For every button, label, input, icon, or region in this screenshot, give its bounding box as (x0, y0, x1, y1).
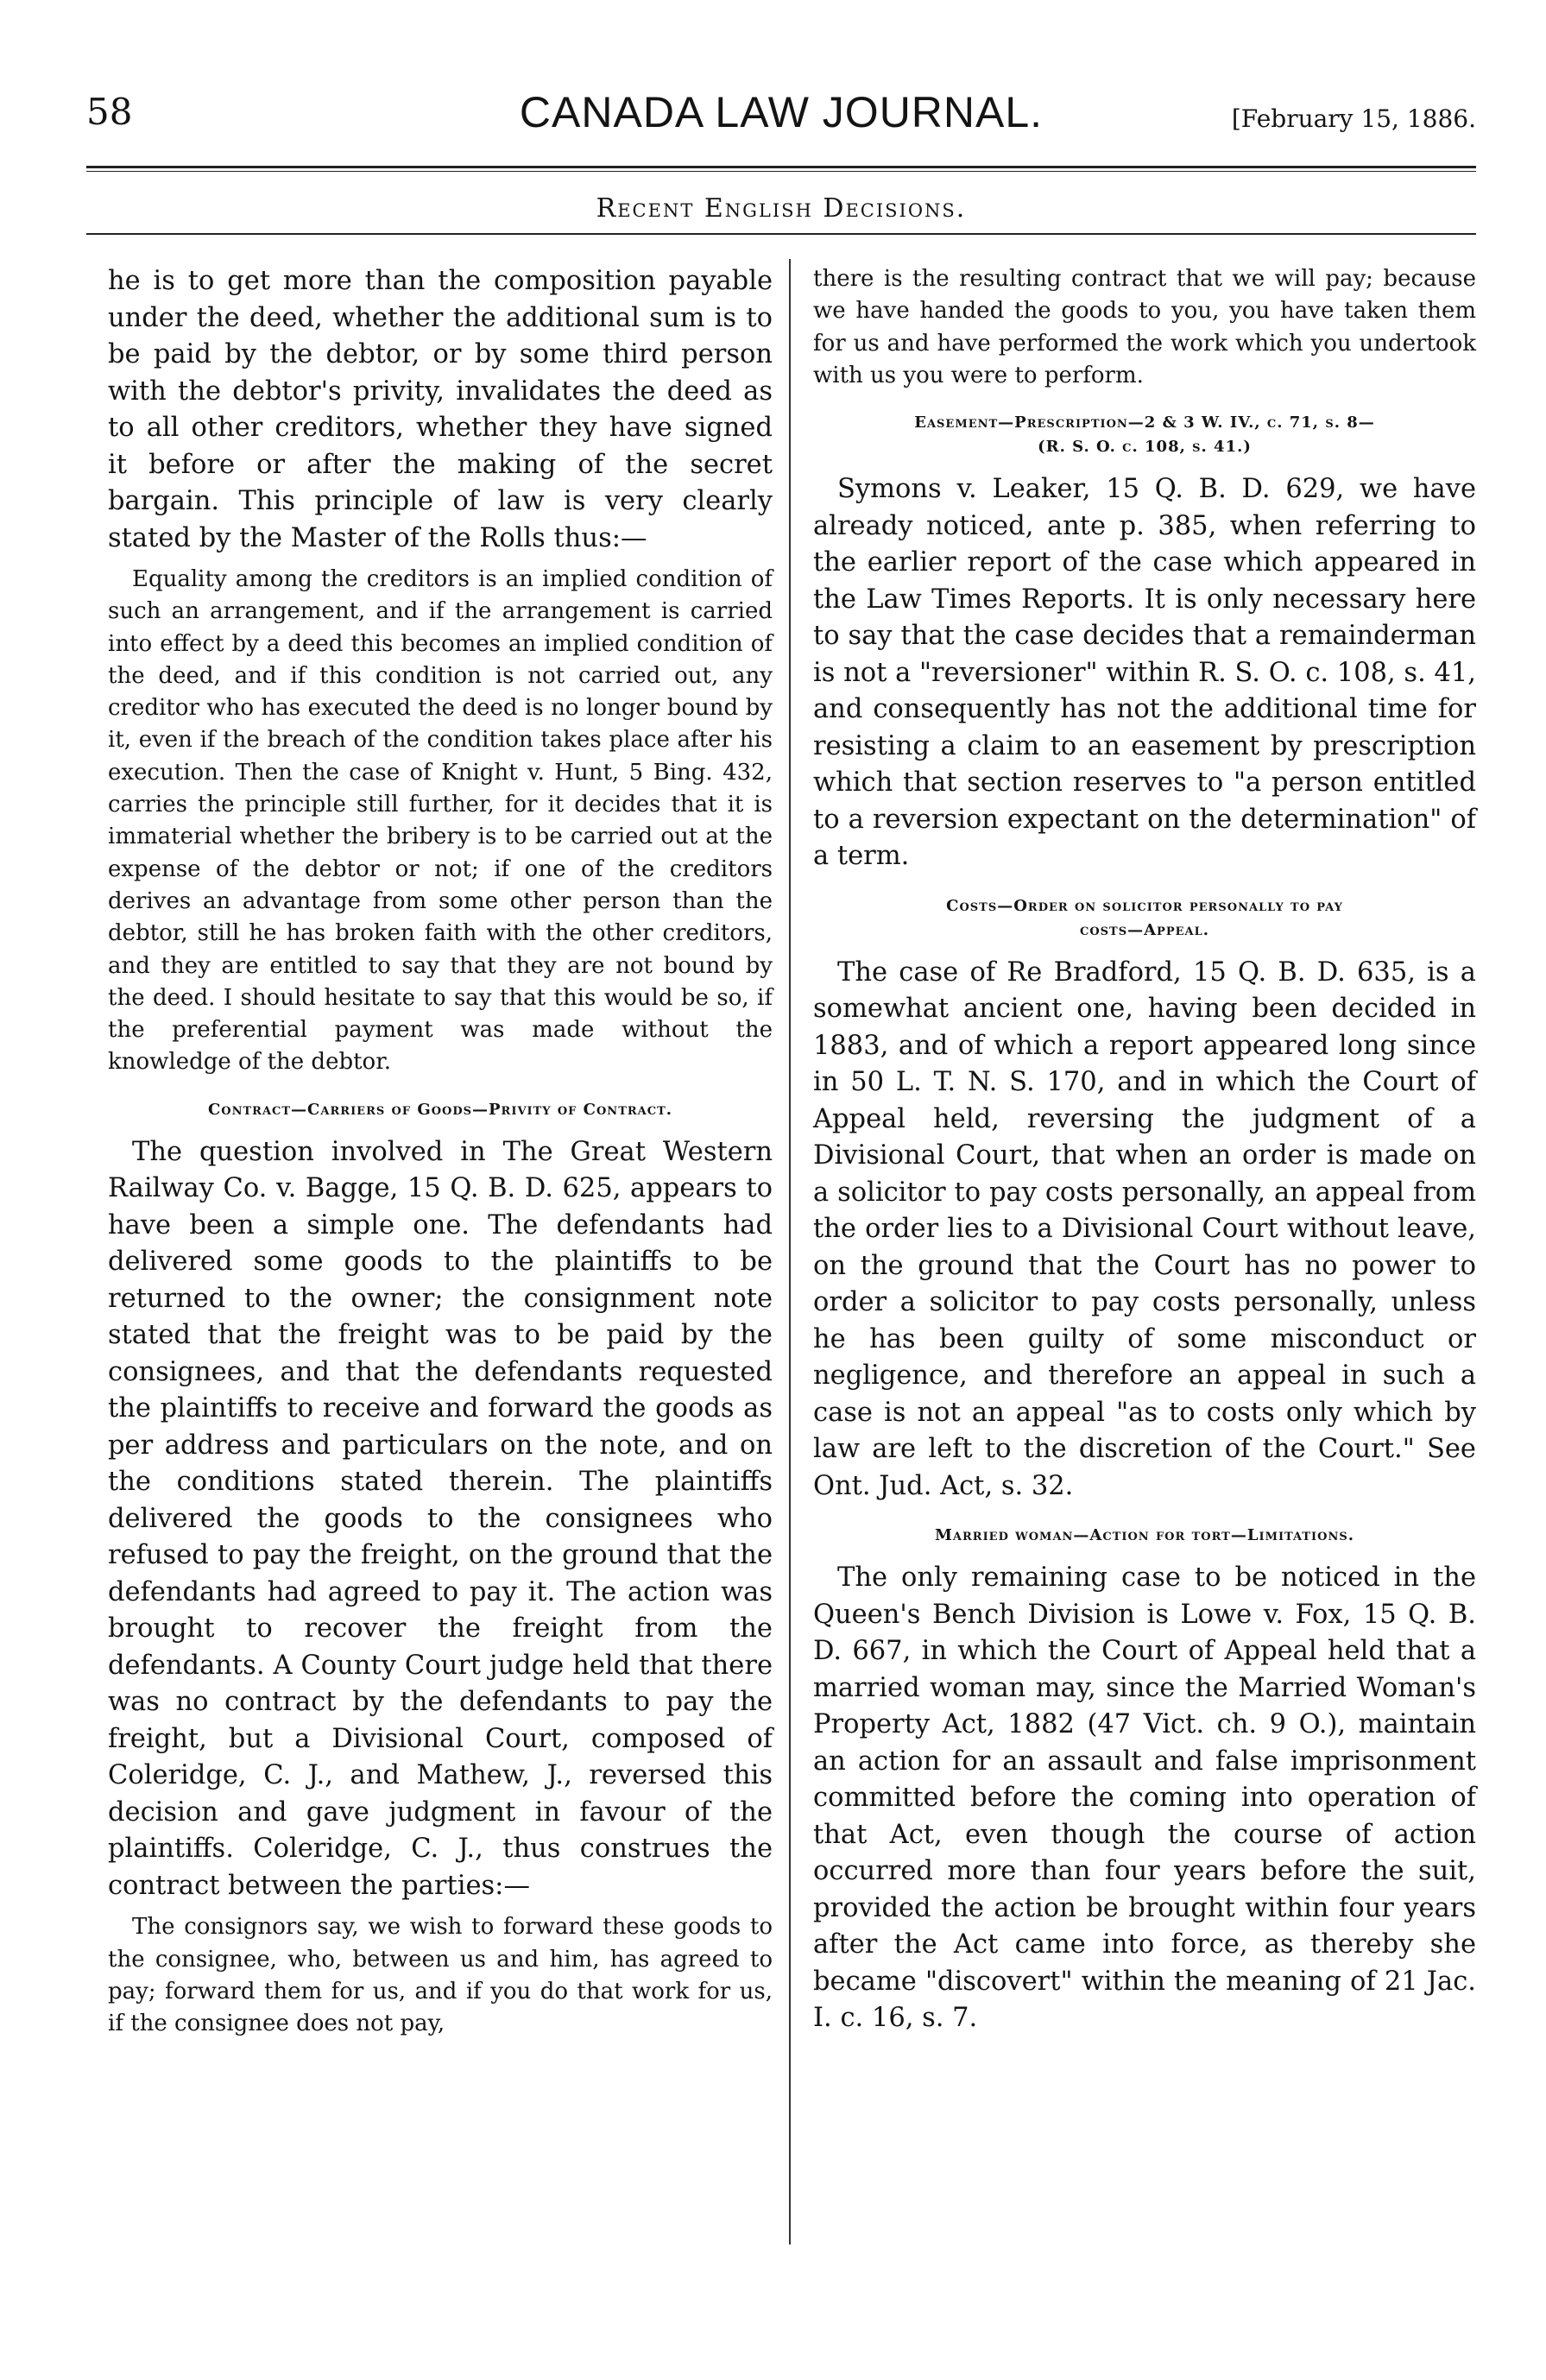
heading-contract-carriers: Contract—Carriers of Goods—Privity of Contract. (207, 1100, 673, 1119)
section-rule (86, 233, 1476, 235)
paragraph-composition: he is to get more than the composition payable under the deed, whether the additional sum is to be paid by the debtor, or by some third person with the debtor's privity, invalidates the deed as to all other creditors, whether they have signed it before or after the making of the secret bargain. This principle of law is very clearly stated by the Master of the Rolls thus:— (108, 266, 773, 553)
journal-title: CANADA LAW JOURNAL. (519, 88, 1044, 136)
section-header: Recent English Decisions. (596, 193, 967, 224)
heading-married-woman: Married woman—Action for tort—Limitations. (934, 1526, 1354, 1545)
page-header (86, 86, 1476, 138)
heading-costs-line1: Costs—Order on solicitor personally to pay (946, 896, 1343, 915)
issue-date: [February 15, 1886. (1231, 104, 1476, 133)
quote-master-of-rolls: Equality among the creditors is an implied condition of such an arrangement, and if the arrangement is carried into effect by a deed this becomes an implied condition of the deed, and if this condition is not carried out, any creditor who has executed the deed is no longer bound by it, even if the breach of the condition takes place after his execution. Then the case of Knight v. Hunt, 5 Bing. 432, carries the principle still further, for it decides that it is immaterial whether the bribery is to be carried out at the expense of the debtor or not; if one of the creditors derives an advantage from some other person than the debtor, still he has broken faith with the other creditors, and they are entitled to say that they are not bound by the deed. I should hesitate to say that this would be so, if the preferential payment was made without the knowledge of the debtor. (108, 566, 773, 1076)
header-rule-thin (86, 171, 1476, 172)
heading-costs (813, 894, 1476, 943)
paragraph-lowe-fox: The only remaining case to be noticed in the Queen's Bench Division is Lowe v. Fox, 15 Q. B. D. 667, in which the Court of Appeal held that a married woman may, since the Married Woman's Property Act, 1882 (47 Vict. ch. 9 O.), maintain an action for an assault and false imprisonment committed before the coming into operation of that Act, even though the course of action occurred more than four years before the suit, provided the action be brought within four years after the Act came into force, as thereby she became "discovert" within the meaning of 21 Jac. I. c. 16, s. 7. (813, 1562, 1476, 2034)
heading-easement (813, 411, 1476, 459)
heading-costs-line2: costs—Appeal. (1079, 920, 1210, 939)
right-column (813, 263, 1476, 2037)
paragraph-great-western: The question involved in The Great Western Railway Co. v. Bagge, 15 Q. B. D. 625, appears to have been a simple one. The defendants had delivered some goods to the plaintiffs to be returned to the owner; the consignment note stated that the freight was to be paid by the consignees, and that the defendants requested the plaintiffs to receive and forward the goods as per address and particulars on the note, and on the conditions stated therein. The plaintiffs delivered the goods to the consignees who refused to pay the freight, on the ground that the defendants had agreed to pay it. The action was brought to recover the freight from the defendants. A County Court judge held that there was no contract by the defendants to pay the freight, but a Divisional Court, composed of Coleridge, C. J., and Mathew, J., reversed this decision and gave judgment in favour of the plaintiffs. Coleridge, C. J., thus construes the contract between the parties:— (108, 1136, 773, 1901)
heading-easement-line2: (R. S. O. c. 108, s. 41.) (1038, 438, 1252, 457)
left-column (108, 263, 773, 2040)
column-divider (789, 259, 791, 2244)
paragraph-symons: Symons v. Leaker, 15 Q. B. D. 629, we have already noticed, ante p. 385, when referring to the earlier report of the case which appeared in the Law Times Reports. It is only necessary here to say that the case decides that a remainderman is not a "reversioner" within R. S. O. c. 108, s. 41, and consequently has not the additional time for resisting a claim to an easement by prescription which that section reserves to "a person entitled to a reversion expectant on the determination" of a term. (813, 474, 1476, 872)
page-number: 58 (86, 91, 133, 133)
header-rule-thick (86, 166, 1476, 168)
paragraph-bradford: The case of Re Bradford, 15 Q. B. D. 635, is a somewhat ancient one, having been decided in 1883, and of which a report appeared long since in 50 L. T. N. S. 170, and in which the Court of Appeal held, reversing the judgment of a Divisional Court, that when an order is made on a solicitor to pay costs personally, an appeal from the order lies to a Divisional Court without leave, on the ground that the Court has no power to order a solicitor to pay costs personally, unless he has been guilty of some misconduct or negligence, and therefore an appeal in such a case is not an appeal "as to costs only which by law are left to the discretion of the Court." See Ont. Jud. Act, s. 32. (813, 956, 1476, 1501)
heading-easement-line1: Easement—Prescription—2 & 3 W. IV., c. 71, s. 8— (914, 414, 1375, 432)
quote-continued: there is the resulting contract that we will pay; because we have handed the goods to you, you have taken them for us and have performed the work which you undertook with us you were to perform. (813, 266, 1476, 388)
quote-coleridge: The consignors say, we wish to forward these goods to the consignee, who, between us and him, has agreed to pay; forward them for us, and if you do that work for us, if the consignee does not pay, (108, 1914, 773, 2037)
